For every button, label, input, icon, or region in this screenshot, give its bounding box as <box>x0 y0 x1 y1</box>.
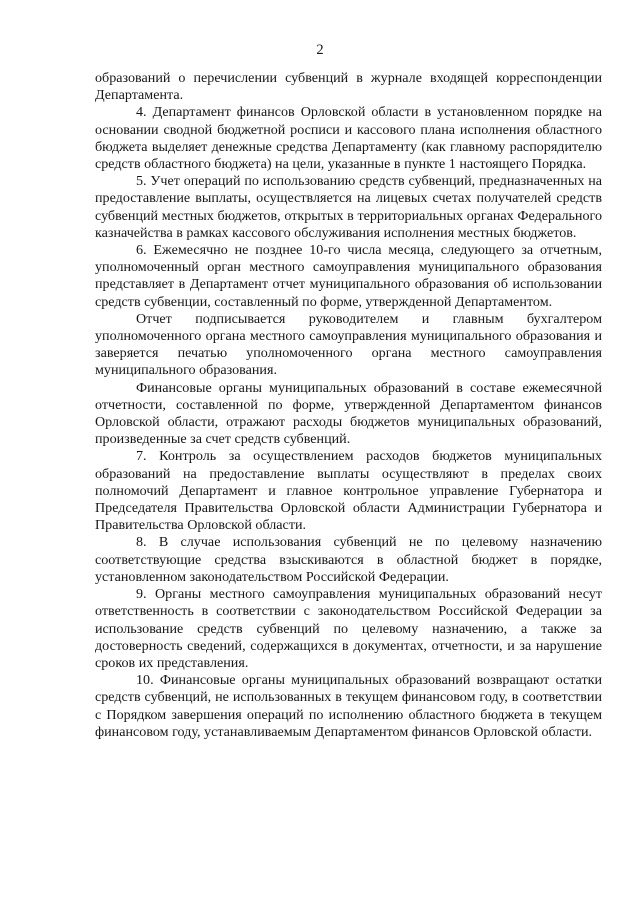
paragraph-item-8: 8. В случае использования субвенций не по целевому назначению соответствующие средства взыскиваются в областной бюджет в порядке, установленном законодательством Российской Федерации. <box>95 534 602 585</box>
paragraph-report-signing: Отчет подписывается руководителем и главным бухгалтером уполномоченного органа местного самоуправления муниципального образования и заверяется печатью уполномоченного органа местного самоуправления муниципального образования. <box>95 310 602 379</box>
paragraph-item-9: 9. Органы местного самоуправления муниципальных образований несут ответственность в соответствии с законодательством Российской Федерации за использование средств субвенций по целевому назначению, а также за достоверность сведений, содержащихся в документах, отчетности, и за нарушение сроков их представления. <box>95 586 602 671</box>
paragraph-item-5: 5. Учет операций по использованию средств субвенций, предназначенных на предоставление выплаты, осуществляется на лицевых счетах получателей средств субвенций местных бюджетов, открытых в территориальных органах Федерального казначейства в рамках кассового обслуживания исполнения местных бюджетов. <box>95 173 602 241</box>
paragraph-item-10: 10. Финансовые органы муниципальных образований возвращают остатки средств субвенций, не использованных в текущем финансовом году, в соответствии с Порядком завершения операций по исполнению областного бюджета в текущем финансовом году, устанавливаемым Департаментом финансов Орловской области. <box>95 672 602 740</box>
paragraph-item-4: 4. Департамент финансов Орловской области в установленном порядке на основании сводной бюджетной росписи и кассового плана исполнения областного бюджета выделяет денежные средства Департаменту (как главному распорядителю средств областного бюджета) на цели, указанные в пункте 1 настоящего Порядка. <box>95 104 602 173</box>
page-number: 2 <box>316 42 324 58</box>
paragraph-item-6: 6. Ежемесячно не позднее 10-го числа месяца, следующего за отчетным, уполномоченный орган местного самоуправления муниципального образования представляет в Департамент отчет муниципального образования об использовании средств субвенции, составленный по форме, утвержденной Департаментом. <box>95 242 602 310</box>
paragraph-financial-bodies-reporting: Финансовые органы муниципальных образований в составе ежемесячной отчетности, составленной по форме, утвержденной Департаментом финансов Орловской области, отражают расходы бюджетов муниципальных образований, произведенные за счет средств субвенций. <box>95 379 602 448</box>
paragraph-continuation: образований о перечислении субвенций в журнале входящей корреспонденции Департамента. <box>95 70 602 104</box>
document-body <box>95 70 602 741</box>
paragraph-item-7: 7. Контроль за осуществлением расходов бюджетов муниципальных образований на предоставление выплаты осуществляют в пределах своих полномочий Департамент и главное контрольное управление Губернатора и Председателя Правительства Орловской области Администрации Губернатора и Правительства Орловской области. <box>95 448 602 534</box>
